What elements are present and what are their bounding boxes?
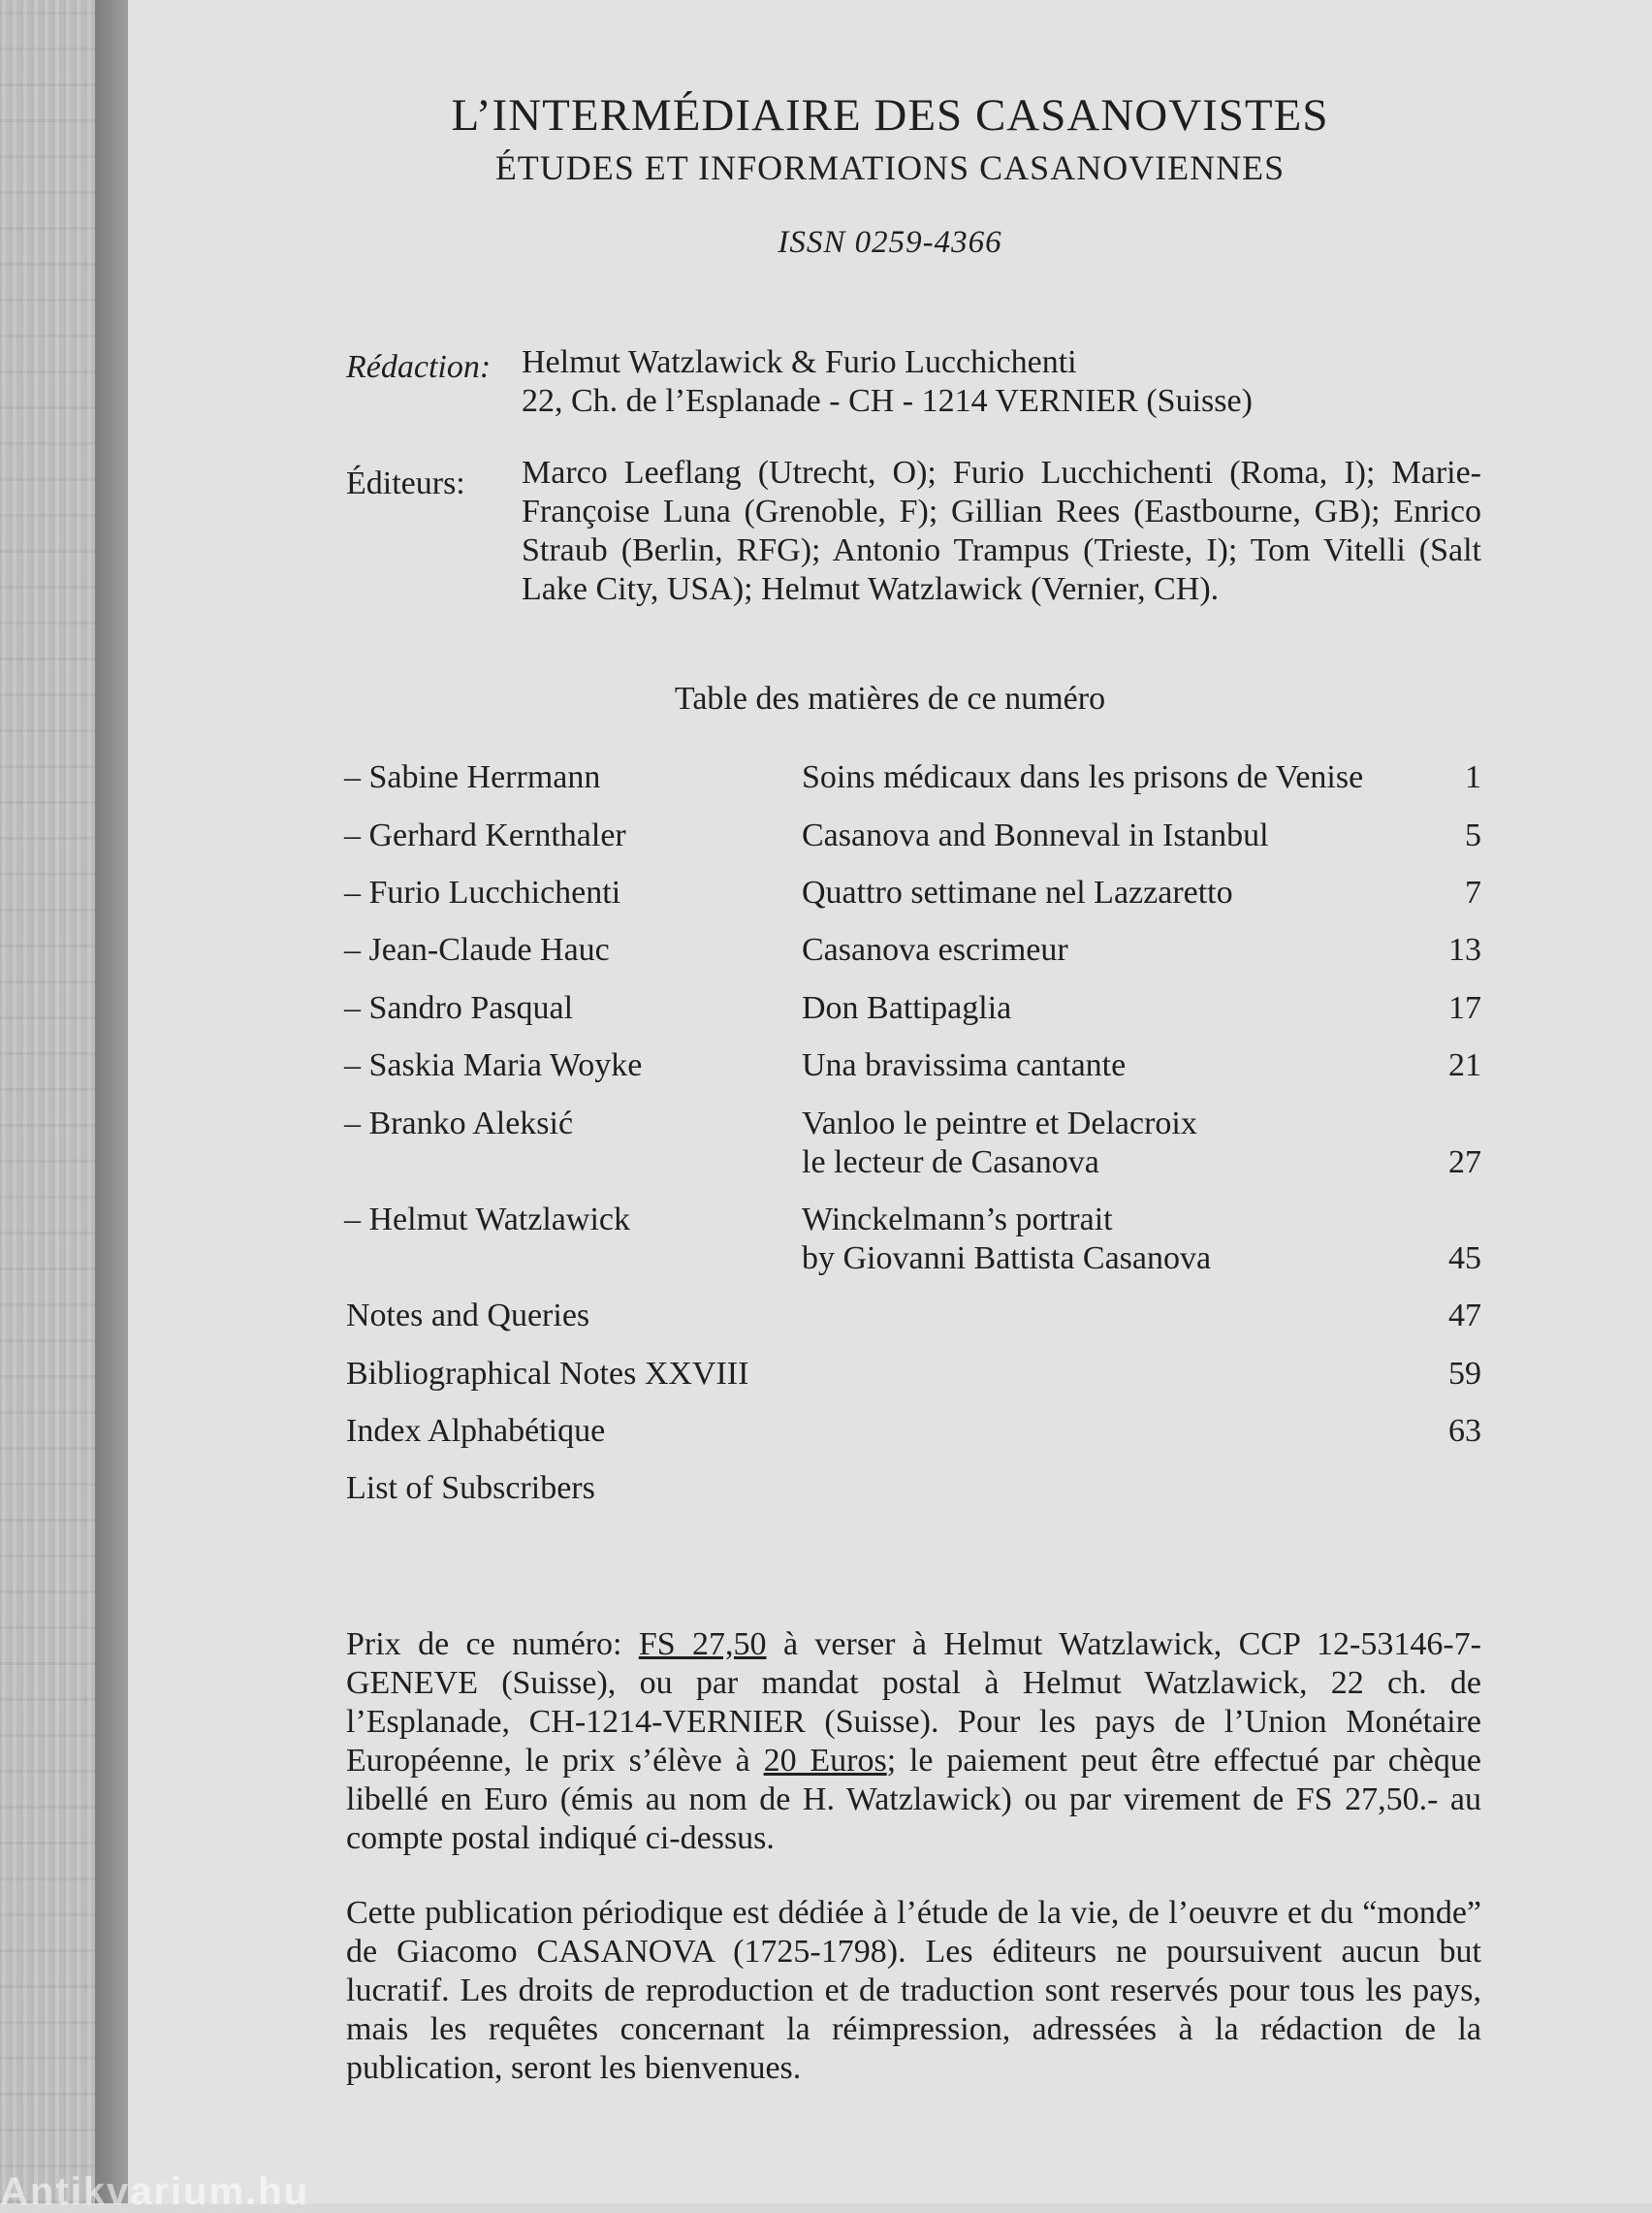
editeurs-label: Éditeurs: bbox=[346, 465, 465, 501]
toc-page-number: 21 bbox=[1448, 1047, 1481, 1083]
toc-misc-label: Bibliographical Notes XXVIII bbox=[346, 1356, 749, 1392]
toc-article-title-continued: by Giovanni Battista Casanova bbox=[802, 1240, 1212, 1276]
toc-page-number: 7 bbox=[1465, 875, 1481, 911]
toc-page-number: 63 bbox=[1448, 1413, 1481, 1449]
toc-author: – Sabine Herrmann bbox=[344, 759, 601, 795]
toc-entry bbox=[0, 1201, 1652, 1278]
price-paragraph bbox=[346, 1625, 1481, 1858]
redaction-street: 22, Ch. de l’Esplanade - CH - 1214 VERNIER (Suisse) bbox=[522, 383, 1253, 419]
toc-page-number: 1 bbox=[1465, 759, 1481, 795]
toc-article-title: Quattro settimane nel Lazzaretto bbox=[802, 875, 1233, 911]
toc-author: – Sandro Pasqual bbox=[344, 990, 574, 1026]
toc-author: – Saskia Maria Woyke bbox=[344, 1047, 643, 1083]
watermark: Antikvarium.hu bbox=[0, 2170, 310, 2213]
redaction-address bbox=[522, 343, 1253, 421]
toc-article-title: Casanova and Bonneval in Istanbul bbox=[802, 818, 1269, 853]
notice-paragraph: Cette publication périodique est dédiée à l’étude de la vie, de l’oeuvre et du “monde” de Giacomo CASANOVA (1725-1798). Les éditeurs ne poursuivent aucun but lucratif. Les droits de reproduction et de traduction sont reservés pour tous les pays, mais les requêtes concernant la réimpression, adressées à la rédaction de la publication, seront les bienvenues. bbox=[346, 1895, 1481, 2086]
price-tail: ; le paiement peut être effectué par chèque libellé en Euro (émis au nom de H. Watzlawick) ou par virement de FS 27,50.- au compte postal indiqué ci-dessus. bbox=[346, 1743, 1481, 1856]
issn-number: ISSN 0259-4366 bbox=[778, 225, 1002, 260]
price-euro: 20 Euros bbox=[763, 1743, 887, 1779]
toc-article-title: Winckelmann’s portrait bbox=[802, 1202, 1113, 1237]
redaction-names: Helmut Watzlawick & Furio Lucchichenti bbox=[522, 344, 1077, 380]
wood-background bbox=[0, 0, 95, 2203]
price-middle: à verser à Helmut Watzlawick, CCP 12-53146-7-GENEVE (Suisse), ou par mandat postal à Helmut Watzlawick, 22 ch. de l’Esplanade, CH-1214-VERNIER (Suisse). Pour les pays de l’Union Monétaire Européenne, le prix s’élève à bbox=[346, 1626, 1481, 1779]
toc-author: – Jean-Claude Hauc bbox=[344, 932, 610, 968]
toc-misc-label: Index Alphabétique bbox=[346, 1413, 606, 1449]
toc-author: – Furio Lucchichenti bbox=[344, 875, 621, 911]
toc-page-number: 47 bbox=[1448, 1298, 1481, 1333]
toc-page-number: 5 bbox=[1465, 818, 1481, 853]
price-fs: FS 27,50 bbox=[638, 1626, 767, 1662]
toc-misc-label: List of Subscribers bbox=[346, 1470, 595, 1506]
toc-article-title: Don Battipaglia bbox=[802, 990, 1012, 1026]
book-spine-shadow bbox=[95, 0, 128, 2203]
toc-page-number: 45 bbox=[1448, 1240, 1481, 1276]
toc-article-title: Una bravissima cantante bbox=[802, 1047, 1127, 1083]
journal-subtitle: ÉTUDES ET INFORMATIONS CASANOVIENNES bbox=[494, 148, 1286, 187]
redaction-label: Rédaction: bbox=[346, 349, 492, 385]
toc-author: – Gerhard Kernthaler bbox=[344, 818, 626, 853]
toc-author: – Branko Aleksić bbox=[344, 1106, 574, 1141]
toc-page-number: 17 bbox=[1448, 990, 1481, 1026]
toc-article-title: Casanova escrimeur bbox=[802, 932, 1068, 968]
toc-entry bbox=[0, 1105, 1652, 1182]
journal-title: L’INTERMÉDIAIRE DES CASANOVISTES bbox=[451, 90, 1329, 141]
toc-heading: Table des matières de ce numéro bbox=[674, 681, 1106, 717]
toc-article-title: Vanloo le peintre et Delacroix bbox=[802, 1106, 1197, 1141]
toc-author: – Helmut Watzlawick bbox=[344, 1202, 630, 1237]
toc-page-number: 27 bbox=[1448, 1144, 1481, 1180]
toc-misc-label: Notes and Queries bbox=[346, 1298, 590, 1333]
toc-article-title: Soins médicaux dans les prisons de Venise bbox=[802, 759, 1364, 795]
toc-page-number: 13 bbox=[1448, 932, 1481, 968]
toc-page-number: 59 bbox=[1448, 1356, 1481, 1392]
toc-article-title-continued: le lecteur de Casanova bbox=[802, 1144, 1099, 1180]
page-sheet bbox=[128, 0, 1652, 2203]
editeurs-list: Marco Leeflang (Utrecht, O); Furio Lucchichenti (Roma, I); Marie-Françoise Luna (Grenoble, F); Gillian Rees (Eastbourne, GB); Enrico Straub (Berlin, RFG); Antonio Trampus (Trieste, I); Tom Vitelli (Salt Lake City, USA); Helmut Watzlawick (Vernier, CH). bbox=[522, 455, 1481, 607]
price-lead: Prix de ce numéro: bbox=[346, 1626, 639, 1662]
